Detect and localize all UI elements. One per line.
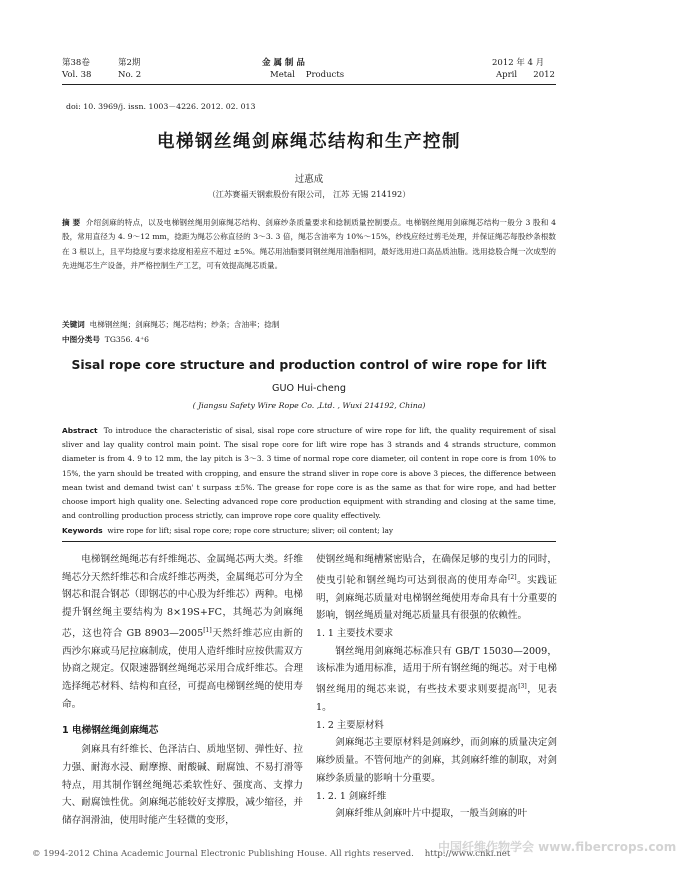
issue-cn: 第2期 [118, 58, 141, 68]
affiliation-cn: （江苏赛福天钢索股份有限公司， 江苏 无锡 214192） [207, 189, 411, 199]
paragraph-text: 天然纤维芯应由新的西沙尔麻或马尼拉麻制成，使用人造纤维时应按供需双方协商之规定。仅限速器钢丝绳绳芯采用合成纤维芯。合理选择绳芯材料、结构和直径，可提高电梯钢丝绳的使用寿命。 [62, 628, 303, 710]
body-right-column [316, 551, 557, 823]
volume-en: Vol. 38 [62, 70, 92, 80]
date-cn: 2012 年 4 月 [492, 58, 545, 68]
author-cn: 过惠成 [294, 174, 324, 185]
abstract-en-text: To introduce the characteristic of sisal, sisal rope core structure of wire rope for lift, the quality requirement of sisal sliver and lay quality control main point. The sisal rope core for lift wire rope has 3 strands and 4 strands structure, common diameter is from 4. 9 to 12 mm, the lay pitch is 3～3. 3 time of normal rope core diameter, oil content in rope core is from 10% to 15%, the yarn should be treated with cropping, and ensure the strand sliver in rope core is above 3 pieces, the difference between mean twist and demand twist can' t surpass ±5%. The grease for rope core is as the same as that for wire rope, and had better choose import high quality one. Selecting advanced rope core production equipment with stranding and closing at the same time, and controlling production process strictly, can improve rope core quality effectively. [62, 426, 557, 521]
volume-cn: 第38卷 [62, 58, 90, 68]
paragraph: 剑麻绳芯主要原材料是剑麻纱，而剑麻的质量决定剑麻纱质量。不管何地产的剑麻，其剑麻纤维的制取，对剑麻纱条质量的影响十分重要。 [316, 737, 557, 784]
body-left-column [62, 551, 303, 830]
issue-en: No. 2 [118, 70, 142, 80]
paragraph [316, 551, 557, 625]
clc-text: TG356. 4⁺6 [104, 335, 149, 344]
title-cn: 电梯钢丝绳剑麻绳芯结构和生产控制 [157, 132, 461, 152]
abstract-cn-label: 摘 要 [62, 218, 81, 227]
journal-name-en: Metal Products [270, 70, 345, 80]
paragraph-text: 电梯钢丝绳绳芯有纤维绳芯、金属绳芯两大类。纤维绳芯分天然纤维芯和合成纤维芯两类，金属绳芯可分为全钢芯和混合钢芯（即钢芯的中心股为纤维芯）两种。电梯提升钢丝绳主要结构为 8×19S+FC，其绳芯为剑麻绳芯，这也符合 GB 8903—2005 [62, 554, 303, 639]
paragraph: 剑麻纤维从剑麻叶片中提取，一般当剑麻的叶 [335, 808, 528, 820]
abstract-cn-text: 介绍剑麻的特点，以及电梯钢丝绳用剑麻绳芯结构、剑麻纱条质量要求和捻制质量控制要点。电梯钢丝绳用剑麻绳芯结构一般分 3 股和 4 股，常用直径为 4. 9～12 mm，捻距为绳芯公称直径的 3～3. 3 倍，绳芯含油率为 10%～15%，纱线应经过剪毛处理，并保证绳芯每股纱条根数在 3 根以上，且平均捻度与要求捻度相差应不超过 ±5%。绳芯用油脂要同钢丝绳用油脂相同，最好选用进口高品质油脂。选用捻股合绳一次成型的先进绳芯生产设备，并严格控制生产工艺，可有效提高绳芯质量。 [62, 218, 556, 271]
header-rule [62, 84, 556, 85]
clc-number [62, 333, 556, 347]
keywords-cn-text: 电梯钢丝绳；剑麻绳芯；绳芯结构；纱条；含油率；捻制 [89, 320, 280, 329]
date-en: April 2012 [496, 70, 555, 80]
abstract-cn [62, 216, 556, 274]
affiliation-en: ( Jiangsu Safety Wire Rope Co. ,Ltd. , Wuxi 214192, China) [192, 401, 426, 410]
clc-label: 中图分类号 [62, 335, 100, 344]
abstract-rule [62, 541, 556, 542]
paragraph: 剑麻具有纤维长、色泽洁白、质地坚韧、弹性好、拉力强、耐海水浸、耐摩擦、耐酸碱、耐腐蚀、不易打滑等特点，用其制作钢丝绳绳芯柔软性好、强度高、支撑力大、耐腐蚀性优。剑麻绳芯能较好支撑股，减少缩径，并储存润滑油，使用时能产生轻微的变形， [62, 744, 303, 827]
citation: [3] [518, 683, 527, 691]
abstract-en [62, 424, 556, 523]
paragraph [316, 643, 557, 717]
paragraph-text: 。实践证明，剑麻绳芯质量对电梯钢丝绳使用寿命具有十分重要的影响，钢丝绳质量对绳芯质量具有很强的依赖性。 [316, 574, 558, 622]
title-en: Sisal rope core structure and production control of wire rope for lift [71, 357, 547, 372]
keywords-cn-label: 关键词 [62, 320, 85, 329]
journal-name-cn: 金 属 制 品 [262, 58, 305, 68]
paragraph-text: 钢丝绳用剑麻绳芯标准只有 GB/T 15030—2009，该标准为通用标准，适用于所有钢丝绳的绳芯。对于电梯钢丝绳用的绳芯来说，有些技术要求则要提高 [316, 645, 557, 696]
abstract-en-label: Abstract [62, 426, 98, 435]
citation: [2] [508, 573, 517, 581]
copyright-footer: © 1994-2012 China Academic Journal Electronic Publishing House. All rights reserved. http://www.cnki.net [32, 849, 511, 859]
keywords-cn [62, 318, 556, 332]
keywords-en [62, 524, 556, 538]
keywords-en-text: wire rope for lift; sisal rope core; rope core structure; sliver; oil content; lay [107, 526, 394, 535]
subsection-heading-1-1: 1. 1 主要技术要求 [316, 628, 394, 639]
keywords-en-label: Keywords [62, 526, 103, 535]
subsection-heading-1-2-1: 1. 2. 1 剑麻纤维 [316, 790, 387, 802]
section-heading-1: 1 电梯钢丝绳剑麻绳芯 [62, 724, 159, 736]
paragraph-text: ，见表 1。 [316, 684, 558, 713]
paragraph [62, 551, 303, 714]
citation: [1] [203, 626, 212, 634]
paragraph-text: 使钢丝绳和绳槽紧密贴合，在确保足够的曳引力的同时，使曳引轮和钢丝绳均可达到很高的使用寿命 [316, 554, 557, 586]
doi: doi: 10. 3969/j. issn. 1003－4226. 2012. 02. 013 [66, 102, 256, 111]
subsection-heading-1-2: 1. 2 主要原材料 [316, 719, 384, 731]
watermark: 中国纤维作物学会 www.fibercrops.com [438, 840, 676, 854]
author-en: GUO Hui-cheng [272, 383, 346, 394]
